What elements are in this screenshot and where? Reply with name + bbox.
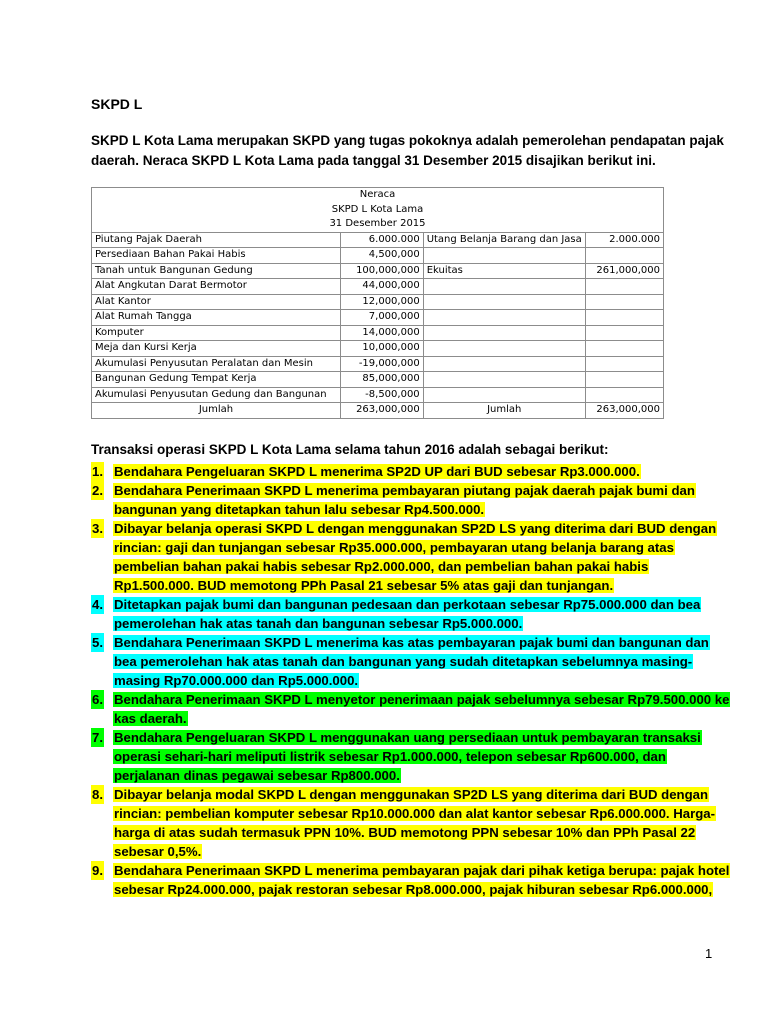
transaction-item	[91, 481, 721, 519]
total-value: 263,000,000	[340, 403, 423, 419]
total-label: Jumlah	[92, 403, 341, 419]
table-cell-value	[585, 356, 663, 372]
total-value: 263,000,000	[585, 403, 663, 419]
table-cell-value: 7,000,000	[340, 310, 423, 326]
table-cell-value: -19,000,000	[340, 356, 423, 372]
transaction-number: 5.	[92, 635, 103, 650]
table-cell-label: Persediaan Bahan Pakai Habis	[92, 248, 341, 264]
transaction-number: 4.	[92, 597, 103, 612]
table-cell-label: Akumulasi Penyusutan Peralatan dan Mesin	[92, 356, 341, 372]
table-cell-label	[423, 310, 585, 326]
table-cell-label: Ekuitas	[423, 263, 585, 279]
transaction-number: 2.	[92, 483, 103, 498]
table-cell-label	[423, 356, 585, 372]
table-cell-label: Alat Kantor	[92, 294, 341, 310]
page-number: 1	[705, 946, 713, 961]
transaction-item	[91, 462, 721, 481]
transaction-text-line: Dibayar belanja operasi SKPD L dengan menggunakan SP2D LS yang diterima dari BUD dengan	[114, 521, 717, 536]
transaction-text-line: Ditetapkan pajak bumi dan bangunan pedesaan dan perkotaan sebesar Rp75.000.000 dan bea	[114, 597, 701, 612]
transactions-heading: Transaksi operasi SKPD L Kota Lama selama tahun 2016 adalah sebagai berikut:	[91, 442, 609, 457]
transaction-item	[91, 595, 721, 633]
transactions-list	[91, 462, 730, 899]
transaction-text-line: pemerolehan hak atas tanah dan bangunan sebesar Rp5.000.000.	[114, 616, 523, 631]
transaction-text-line: Bendahara Pengeluaran SKPD L menerima SP2D UP dari BUD sebesar Rp3.000.000.	[114, 464, 640, 479]
transaction-text-line: bangunan yang ditetapkan tahun lalu sebesar Rp4.500.000.	[114, 502, 485, 517]
transaction-text-line: Bendahara Penerimaan SKPD L menerima kas atas pembayaran pajak bumi dan bangunan dan	[114, 635, 709, 650]
table-cell-value	[585, 325, 663, 341]
intro-line: daerah. Neraca SKPD L Kota Lama pada tanggal 31 Desember 2015 disajikan berikut ini.	[91, 153, 656, 168]
table-cell-value: 261,000,000	[585, 263, 663, 279]
transaction-text-line: Rp1.500.000. BUD memotong PPh Pasal 21 sebesar 5% atas gaji dan tunjangan.	[114, 578, 614, 593]
transaction-text-line: rincian: gaji dan tunjangan sebesar Rp35.000.000, pembayaran utang belanja barang atas	[114, 540, 674, 555]
table-header-entity: SKPD L Kota Lama	[92, 203, 664, 218]
table-cell-value: 2.000.000	[585, 232, 663, 248]
table-cell-label: Piutang Pajak Daerah	[92, 232, 341, 248]
table-cell-label	[423, 341, 585, 357]
table-row	[92, 232, 664, 248]
table-cell-value: 4,500,000	[340, 248, 423, 264]
transaction-text-line: harga di atas sudah termasuk PPN 10%. BUD memotong PPN sebesar 10% dan PPh Pasal 22	[114, 825, 696, 840]
table-cell-label: Komputer	[92, 325, 341, 341]
table-cell-label	[423, 387, 585, 403]
table-cell-label: Tanah untuk Bangunan Gedung	[92, 263, 341, 279]
transaction-item	[91, 690, 730, 728]
table-cell-value: 12,000,000	[340, 294, 423, 310]
table-cell-label	[423, 279, 585, 295]
transaction-text-line: sebesar 0,5%.	[114, 844, 202, 859]
table-cell-label	[423, 248, 585, 264]
table-cell-value	[585, 248, 663, 264]
transaction-text-line: Bendahara Penerimaan SKPD L menyetor penerimaan pajak sebelumnya sebesar Rp79.500.000 ke	[114, 692, 730, 707]
table-cell-value: 85,000,000	[340, 372, 423, 388]
table-cell-label: Utang Belanja Barang dan Jasa	[423, 232, 585, 248]
transaction-text-line: Bendahara Penerimaan SKPD L menerima pembayaran piutang pajak daerah pajak bumi dan	[114, 483, 695, 498]
table-cell-value: 100,000,000	[340, 263, 423, 279]
table-row	[92, 356, 664, 372]
table-row	[92, 387, 664, 403]
transaction-number: 3.	[92, 521, 103, 536]
transaction-number: 1.	[92, 464, 103, 479]
table-cell-value	[585, 387, 663, 403]
transaction-text-line: pembelian bahan pakai habis sebesar Rp2.000.000, dan pembelian bahan pakai habis	[114, 559, 649, 574]
table-cell-label	[423, 294, 585, 310]
transaction-text-line: operasi sehari-hari meliputi listrik sebesar Rp1.000.000, telepon sebesar Rp600.000, dan	[114, 749, 666, 764]
transaction-item	[91, 728, 721, 785]
table-cell-value	[585, 372, 663, 388]
table-header-date: 31 Desember 2015	[92, 217, 664, 232]
table-cell-value	[585, 310, 663, 326]
table-cell-label: Meja dan Kursi Kerja	[92, 341, 341, 357]
table-cell-label: Alat Rumah Tangga	[92, 310, 341, 326]
transaction-text-line: masing Rp70.000.000 dan Rp5.000.000.	[114, 673, 359, 688]
transaction-number: 9.	[92, 863, 103, 878]
transaction-text-line: bea pemerolehan hak atas tanah dan bangunan yang sudah ditetapkan sebelumnya masing-	[114, 654, 693, 669]
table-row	[92, 310, 664, 326]
table-header-title: Neraca	[92, 188, 664, 203]
transaction-item	[91, 633, 721, 690]
table-row	[92, 248, 664, 264]
balance-sheet-table	[91, 187, 664, 419]
table-cell-label	[423, 372, 585, 388]
document-title: SKPD L	[91, 96, 143, 112]
intro-paragraph	[91, 131, 724, 171]
transaction-text-line: Bendahara Penerimaan SKPD L menerima pembayaran pajak dari pihak ketiga berupa: pajak hotel	[114, 863, 730, 878]
table-cell-label: Akumulasi Penyusutan Gedung dan Bangunan	[92, 387, 341, 403]
table-cell-label: Alat Angkutan Darat Bermotor	[92, 279, 341, 295]
transaction-item	[91, 861, 730, 899]
table-cell-label: Bangunan Gedung Tempat Kerja	[92, 372, 341, 388]
table-row	[92, 263, 664, 279]
table-cell-value: 6.000.000	[340, 232, 423, 248]
transaction-text-line: rincian: pembelian komputer sebesar Rp10.000.000 dan alat kantor sebesar Rp6.000.000. Harga-	[114, 806, 716, 821]
table-cell-value: 44,000,000	[340, 279, 423, 295]
table-row	[92, 294, 664, 310]
transaction-item	[91, 519, 721, 595]
transaction-number: 6.	[92, 692, 103, 707]
table-cell-value: -8,500,000	[340, 387, 423, 403]
transaction-text-line: sebesar Rp24.000.000, pajak restoran sebesar Rp8.000.000, pajak hiburan sebesar Rp6.000.000,	[114, 882, 713, 897]
transaction-number: 8.	[92, 787, 103, 802]
transaction-item	[91, 785, 721, 861]
transaction-text-line: Bendahara Pengeluaran SKPD L menggunakan uang persediaan untuk pembayaran transaksi	[114, 730, 701, 745]
table-row	[92, 325, 664, 341]
table-total-row	[92, 403, 664, 419]
transaction-text-line: perjalanan dinas pegawai sebesar Rp800.000.	[114, 768, 400, 783]
table-row	[92, 341, 664, 357]
table-cell-value: 14,000,000	[340, 325, 423, 341]
table-row	[92, 279, 664, 295]
total-label: Jumlah	[423, 403, 585, 419]
table-cell-value	[585, 294, 663, 310]
intro-line: SKPD L Kota Lama merupakan SKPD yang tugas pokoknya adalah pemerolehan pendapatan pajak	[91, 133, 724, 148]
transaction-number: 7.	[92, 730, 103, 745]
transaction-text-line: kas daerah.	[114, 711, 187, 726]
table-cell-value: 10,000,000	[340, 341, 423, 357]
table-cell-label	[423, 325, 585, 341]
table-cell-value	[585, 341, 663, 357]
table-cell-value	[585, 279, 663, 295]
table-row	[92, 372, 664, 388]
transaction-text-line: Dibayar belanja modal SKPD L dengan menggunakan SP2D LS yang diterima dari BUD dengan	[114, 787, 709, 802]
